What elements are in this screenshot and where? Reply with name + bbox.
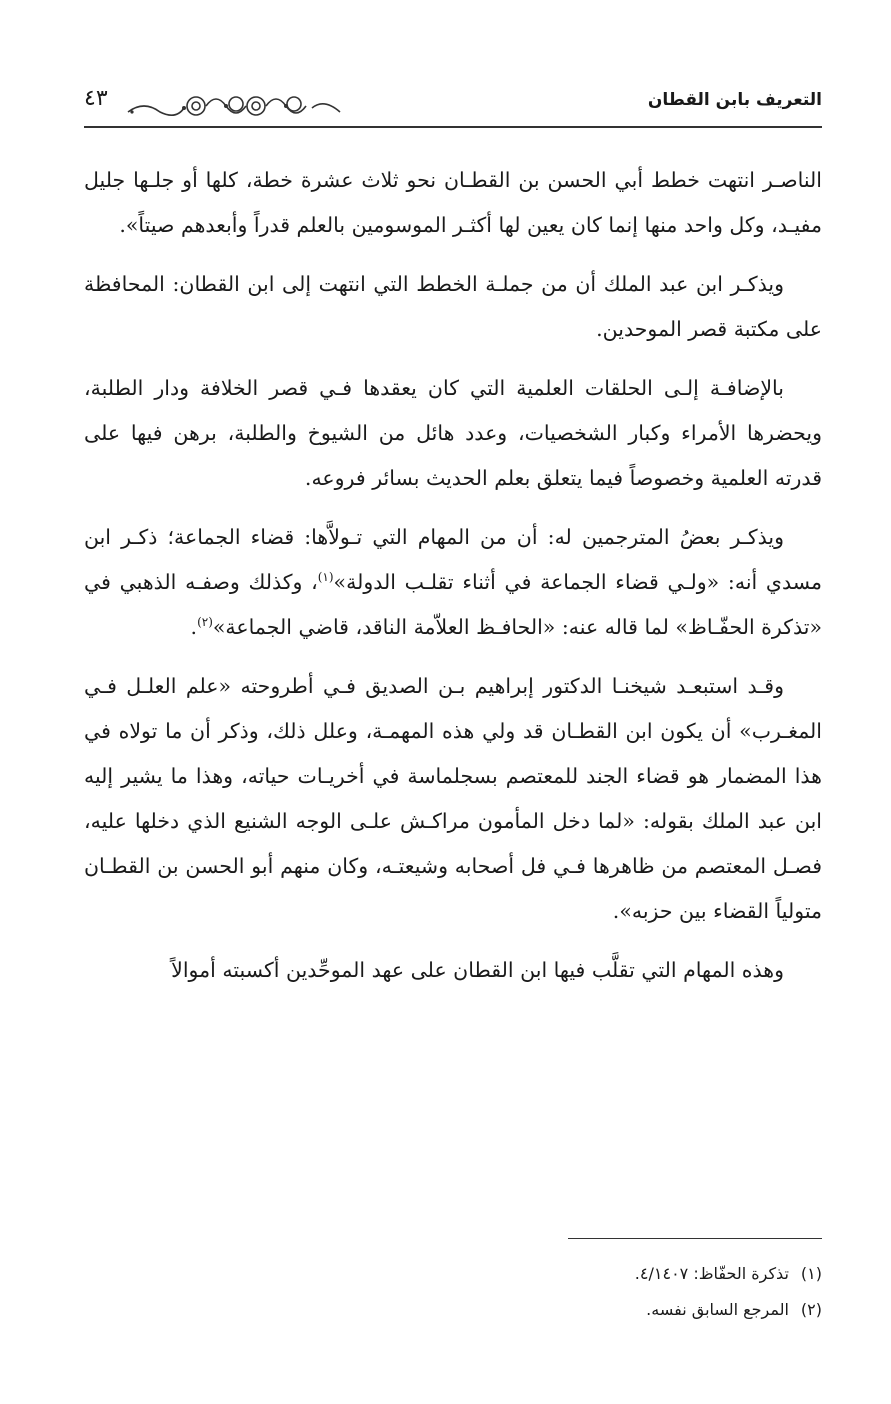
page-header [84, 84, 822, 128]
footnote [322, 1292, 822, 1328]
footnote-number: (١) [800, 1264, 822, 1283]
paragraph-text: . [190, 615, 198, 639]
footnote-divider [568, 1238, 822, 1239]
paragraph: وهذه المهام التي تقلَّب فيها ابن القطان على عهد الموحِّدين أكسبته أموالاً [171, 958, 784, 982]
footnote-ref-2[interactable]: (٢) [197, 615, 213, 630]
main-text [84, 158, 822, 1007]
footnotes [322, 1256, 822, 1328]
paragraph [84, 515, 822, 650]
paragraph: الناصـر انتهت خطط أبي الحسن بن القطـان نحو ثلاث عشرة خطة، كلها أو جلـها جليل مفيـد، وكل واحد منها إنما كان يعين لها أكثـر الموسومين بالعلم قدراً وأبعدهم صيتاً». [84, 168, 822, 237]
running-title: التعريف بابن القطان [647, 90, 822, 110]
footnote [322, 1256, 822, 1292]
paragraph-text: ويذكـر بعضُ المترجمين له: أن من المهام التي تـولاَّها: قضاء الجماعة؛ ذكـر ابن مسدي أنه: «ولـي قضاء الجماعة في أثناء تقلـب الدولة» [84, 525, 822, 594]
paragraph-text: ، وكذلك وصفـه الذهبي في «تذكرة الحفّـاظ» لما قاله عنه: «الحافـظ العلاّمة الناقد، قاضي الجماعة» [84, 570, 822, 639]
footnote-text: تذكرة الحفّاظ: ٤/١٤٠٧. [634, 1264, 789, 1283]
paragraph: ويذكـر ابن عبد الملك أن من جملـة الخطط التي انتهت إلى ابن القطان: المحافظة على مكتبة قصر الموحدين. [84, 272, 822, 341]
footnote-text: المرجع السابق نفسه. [646, 1300, 789, 1319]
decorative-ornament-icon [124, 90, 344, 122]
footnote-number: (٢) [800, 1300, 822, 1319]
paragraph: بالإضافـة إلـى الحلقات العلمية التي كان يعقدها فـي قصر الخلافة ودار الطلبة، ويحضرها الأمراء وكبار الشخصيات، وعدد هائل من الشيوخ والطلبة، برهن فيها على قدرته العلمية وخصوصاً فيما يتعلق بعلم الحديث بسائر فروعه. [84, 376, 822, 490]
footnote-ref-1[interactable]: (١) [317, 570, 334, 585]
page-number: ٤٣ [84, 86, 108, 111]
paragraph: وقـد استبعـد شيخنـا الدكتور إبراهيم بـن الصديق فـي أطروحته «علم العلـل فـي المغـرب» أن يكون ابن القطـان قد ولي هذه المهمـة، وعلل ذلك، وذكر أن ما تولاه في هذا المضمار هو قضاء الجند للمعتصم بسجلماسة في أخريـات حياته، وهذا ما يشير إليه ابن عبد الملك بقوله: «لما دخل المأمون مراكـش علـى الوجه الشنيع الذي دخلها عليه، فصـل المعتصم من ظاهرها فـي فل أصحابه وشيعتـه، وكان منهم أبو الحسن بن القطـان متولياً القضاء بين حزبه». [84, 674, 822, 923]
